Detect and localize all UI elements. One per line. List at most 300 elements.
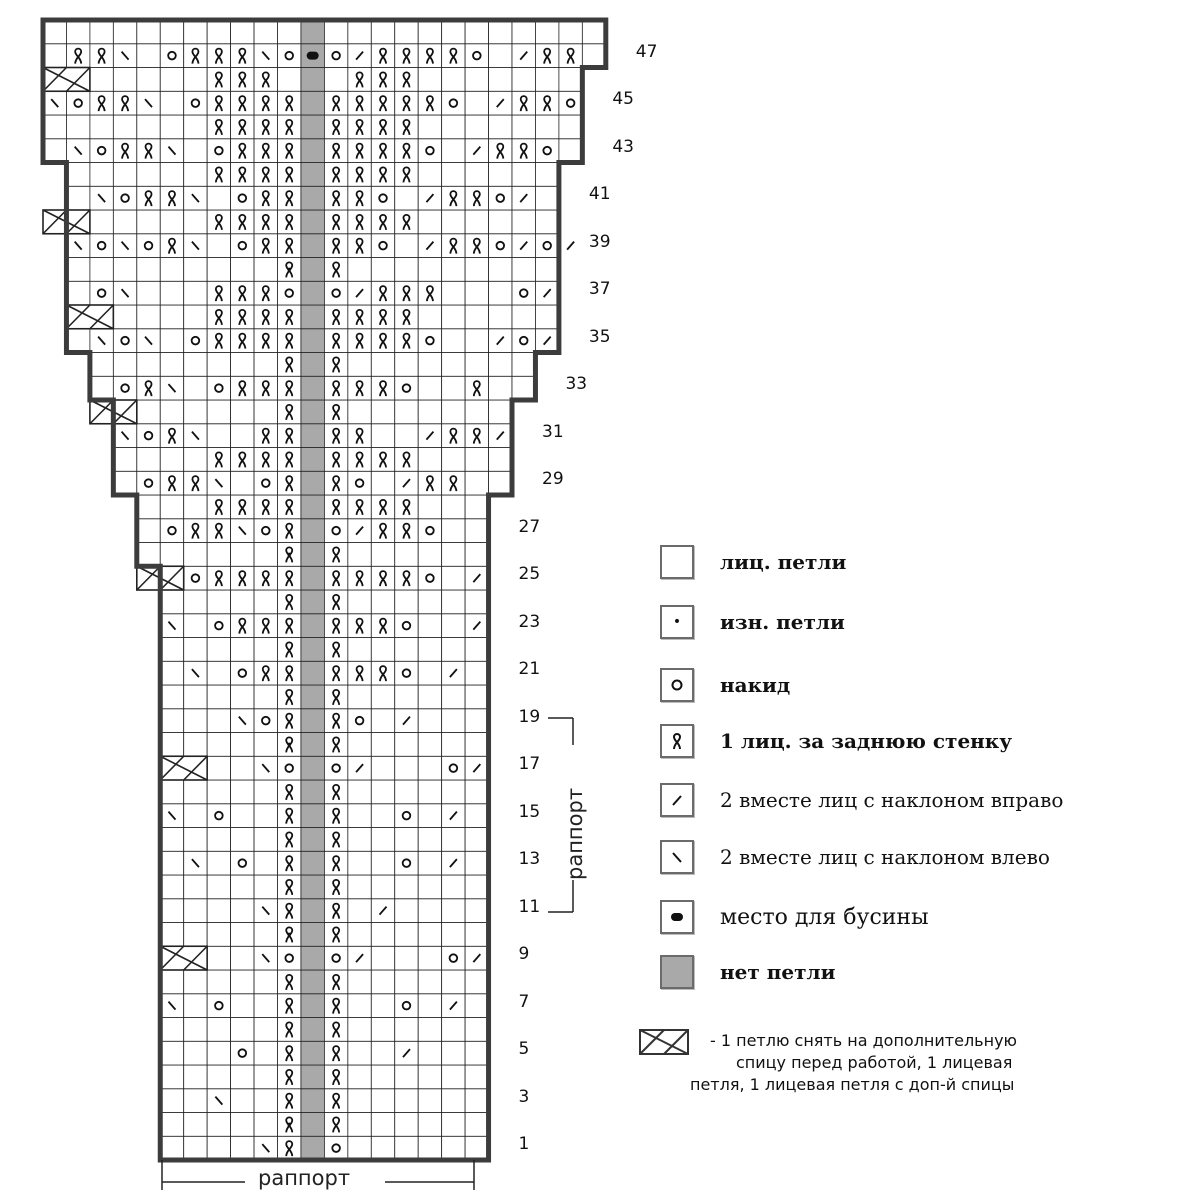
chart-cell — [442, 91, 465, 115]
chart-cell — [184, 376, 207, 400]
chart-cell — [184, 709, 207, 733]
chart-cell — [254, 1018, 277, 1042]
chart-cell — [231, 1136, 254, 1160]
chart-cell — [418, 163, 441, 187]
chart-cell — [137, 353, 160, 377]
row-number: 15 — [518, 801, 541, 822]
chart-cell — [418, 614, 441, 638]
chart-cell — [535, 68, 558, 92]
purl-mark — [287, 268, 291, 272]
chart-grid — [43, 20, 606, 1160]
chart-cell — [184, 543, 207, 567]
chart-cell — [160, 495, 183, 519]
chart-cell — [160, 638, 183, 662]
row-number: 23 — [518, 611, 541, 632]
chart-cell — [559, 20, 582, 44]
chart-cell — [113, 329, 136, 353]
chart-cell — [489, 376, 512, 400]
chart-cell — [184, 400, 207, 424]
chart-cell — [395, 923, 418, 947]
chart-cell — [184, 923, 207, 947]
chart-cell — [160, 91, 183, 115]
chart-cell — [535, 115, 558, 139]
chart-cell — [442, 923, 465, 947]
row-number: 9 — [518, 944, 530, 965]
chart-cell — [90, 281, 113, 305]
legend-item-yarn-over — [660, 668, 790, 702]
chart-cell — [535, 305, 558, 329]
chart-cell — [207, 661, 230, 685]
chart-cell — [254, 590, 277, 614]
chart-cell — [160, 923, 183, 947]
chart-cell — [465, 68, 488, 92]
chart-cell — [66, 329, 89, 353]
chart-cell — [301, 733, 324, 757]
chart-cell — [66, 186, 89, 210]
chart-cell — [207, 709, 230, 733]
chart-cell — [371, 1018, 394, 1042]
row-number: 25 — [518, 564, 541, 585]
chart-cell — [231, 851, 254, 875]
chart-cell — [465, 780, 488, 804]
chart-cell — [137, 234, 160, 258]
chart-cell — [465, 709, 488, 733]
row-number: 27 — [518, 516, 541, 537]
chart-cell — [442, 376, 465, 400]
chart-cell — [301, 994, 324, 1018]
chart-cell — [184, 210, 207, 234]
chart-cell — [371, 923, 394, 947]
chart-cell — [348, 970, 371, 994]
chart-cell — [418, 1018, 441, 1042]
chart-cell — [301, 780, 324, 804]
chart-cell — [184, 994, 207, 1018]
chart-cell — [418, 353, 441, 377]
chart-cell — [160, 115, 183, 139]
chart-cell — [348, 709, 371, 733]
chart-cell — [371, 1065, 394, 1089]
chart-cell — [254, 519, 277, 543]
chart-cell — [395, 994, 418, 1018]
chart-cell — [465, 875, 488, 899]
chart-cell — [207, 851, 230, 875]
chart-cell — [301, 471, 324, 495]
chart-cell — [207, 970, 230, 994]
chart-cell — [465, 1065, 488, 1089]
chart-cell — [207, 543, 230, 567]
chart-cell — [348, 851, 371, 875]
chart-cell — [207, 1065, 230, 1089]
chart-cell — [160, 305, 183, 329]
chart-cell — [301, 139, 324, 163]
chart-cell — [442, 1089, 465, 1113]
chart-cell — [348, 1041, 371, 1065]
row-number: 43 — [612, 136, 634, 157]
chart-cell — [160, 1089, 183, 1113]
chart-cell — [301, 424, 324, 448]
chart-cell — [418, 970, 441, 994]
chart-cell — [231, 780, 254, 804]
chart-cell — [137, 305, 160, 329]
chart-cell — [301, 258, 324, 282]
chart-cell — [207, 139, 230, 163]
chart-cell — [442, 163, 465, 187]
chart-cell — [301, 305, 324, 329]
chart-cell — [348, 923, 371, 947]
chart-cell — [160, 1113, 183, 1137]
row-number: 41 — [588, 184, 611, 205]
chart-cell — [113, 305, 136, 329]
chart-cell — [348, 1065, 371, 1089]
chart-cell — [535, 258, 558, 282]
chart-cell — [442, 68, 465, 92]
knit-icon — [660, 545, 694, 579]
chart-cell — [231, 733, 254, 757]
chart-cell — [254, 1113, 277, 1137]
chart-cell — [90, 353, 113, 377]
k2tog-right-mark — [567, 242, 574, 250]
chart-cell — [301, 495, 324, 519]
chart-cell — [442, 780, 465, 804]
chart-cell — [535, 20, 558, 44]
chart-cell — [512, 305, 535, 329]
chart-cell — [301, 590, 324, 614]
chart-cell — [418, 590, 441, 614]
chart-cell — [278, 756, 301, 780]
chart-cell — [395, 543, 418, 567]
chart-cell — [254, 709, 277, 733]
chart-cell — [418, 685, 441, 709]
chart-cell — [301, 329, 324, 353]
row-number: 7 — [518, 991, 530, 1012]
chart-cell — [371, 756, 394, 780]
chart-cell — [465, 1089, 488, 1113]
chart-cell — [301, 899, 324, 923]
chart-cell — [90, 163, 113, 187]
chart-cell — [395, 875, 418, 899]
chart-cell — [207, 424, 230, 448]
legend-label: лиц. петли — [720, 550, 847, 574]
purl-mark — [287, 743, 291, 747]
chart-cell — [465, 1041, 488, 1065]
chart-cell — [465, 590, 488, 614]
chart-cell — [90, 115, 113, 139]
chart-cell — [184, 970, 207, 994]
chart-cell — [160, 281, 183, 305]
chart-cell — [442, 875, 465, 899]
chart-cell — [207, 804, 230, 828]
chart-cell — [348, 353, 371, 377]
chart-cell — [254, 828, 277, 852]
purl-mark — [287, 933, 291, 937]
chart-cell — [395, 780, 418, 804]
chart-cell — [301, 970, 324, 994]
chart-cell — [231, 258, 254, 282]
chart-cell — [395, 234, 418, 258]
chart-cell — [465, 1018, 488, 1042]
chart-cell — [278, 946, 301, 970]
k2tog-right-icon — [660, 783, 694, 817]
chart-cell — [324, 1136, 347, 1160]
chart-cell — [489, 353, 512, 377]
chart-cell — [418, 139, 441, 163]
chart-cell — [465, 851, 488, 875]
chart-cell — [254, 638, 277, 662]
chart-cell — [207, 828, 230, 852]
chart-cell — [113, 186, 136, 210]
chart-cell — [66, 258, 89, 282]
chart-cell — [184, 68, 207, 92]
chart-cell — [301, 210, 324, 234]
chart-cell — [465, 804, 488, 828]
row-number: 31 — [542, 421, 564, 442]
chart-cell — [207, 376, 230, 400]
chart-cell — [348, 20, 371, 44]
chart-cell — [442, 756, 465, 780]
chart-cell — [465, 20, 488, 44]
chart-cell — [395, 733, 418, 757]
chart-cell — [465, 353, 488, 377]
chart-cell — [348, 258, 371, 282]
chart-cell — [207, 1136, 230, 1160]
chart-cell — [489, 210, 512, 234]
chart-cell — [184, 1018, 207, 1042]
chart-cell — [465, 923, 488, 947]
legend-label: 1 лиц. за заднюю стенку — [720, 729, 1013, 753]
chart-cell — [465, 400, 488, 424]
chart-cell — [465, 1113, 488, 1137]
yarn-over-icon — [660, 668, 694, 702]
chart-cell — [465, 305, 488, 329]
chart-cell — [90, 234, 113, 258]
chart-cell — [512, 281, 535, 305]
chart-cell — [418, 828, 441, 852]
chart-cell — [582, 20, 605, 44]
chart-cell — [137, 471, 160, 495]
chart-cell — [160, 448, 183, 472]
chart-cell — [66, 91, 89, 115]
legend-label: место для бусины — [720, 904, 929, 930]
chart-cell — [559, 68, 582, 92]
legend-item-k2tog-left — [660, 840, 1050, 874]
chart-cell — [231, 804, 254, 828]
legend-item-k2tog-right — [660, 783, 1063, 817]
chart-cell — [442, 733, 465, 757]
chart-cell — [465, 210, 488, 234]
chart-cell — [43, 20, 66, 44]
chart-cell — [184, 1041, 207, 1065]
chart-cell — [137, 20, 160, 44]
chart-cell — [207, 1041, 230, 1065]
chart-cell — [231, 1113, 254, 1137]
legend-item-no-stitch — [660, 955, 835, 989]
chart-cell — [231, 685, 254, 709]
chart-cell — [301, 115, 324, 139]
chart-cell — [465, 91, 488, 115]
chart-cell — [418, 543, 441, 567]
chart-cell — [231, 756, 254, 780]
chart-cell — [371, 780, 394, 804]
chart-cell — [207, 899, 230, 923]
chart-cell — [207, 875, 230, 899]
chart-cell — [90, 376, 113, 400]
chart-cell — [418, 1041, 441, 1065]
repeat-label-side: раппорт — [563, 787, 587, 880]
chart-cell — [231, 1041, 254, 1065]
chart-cell — [137, 68, 160, 92]
chart-cell — [418, 923, 441, 947]
chart-cell — [418, 115, 441, 139]
chart-cell — [465, 970, 488, 994]
chart-cell — [371, 1136, 394, 1160]
chart-cell — [160, 20, 183, 44]
chart-cell — [418, 305, 441, 329]
chart-cell — [184, 1089, 207, 1113]
chart-cell — [184, 448, 207, 472]
chart-cell — [207, 353, 230, 377]
chart-cell — [113, 471, 136, 495]
chart-cell — [160, 543, 183, 567]
chart-cell — [465, 329, 488, 353]
chart-cell — [231, 1089, 254, 1113]
chart-cell — [160, 1018, 183, 1042]
chart-cell — [160, 661, 183, 685]
chart-cell — [395, 614, 418, 638]
chart-cell — [559, 115, 582, 139]
chart-cell — [442, 590, 465, 614]
chart-cell — [301, 1136, 324, 1160]
chart-cell — [442, 1065, 465, 1089]
chart-cell — [442, 828, 465, 852]
chart-cell — [254, 1041, 277, 1065]
chart-cell — [418, 1089, 441, 1113]
legend-item-bead — [660, 900, 929, 934]
chart-cell — [442, 638, 465, 662]
chart-cell — [207, 614, 230, 638]
chart-cell — [160, 685, 183, 709]
chart-cell — [66, 281, 89, 305]
chart-cell — [348, 400, 371, 424]
chart-cell — [395, 590, 418, 614]
chart-cell — [184, 875, 207, 899]
chart-cell — [465, 828, 488, 852]
chart-cell — [137, 210, 160, 234]
chart-cell — [442, 614, 465, 638]
cable-description-line: петля, 1 лицевая петля с доп-й спицы — [690, 1075, 1015, 1094]
chart-cell — [489, 163, 512, 187]
chart-cell — [442, 1018, 465, 1042]
chart-cell — [160, 780, 183, 804]
chart-cell — [442, 258, 465, 282]
chart-cell — [231, 543, 254, 567]
cable-mark — [160, 946, 207, 970]
chart-cell — [442, 685, 465, 709]
chart-cell — [371, 590, 394, 614]
chart-cell — [160, 1065, 183, 1089]
chart-cell — [418, 804, 441, 828]
chart-cell — [512, 210, 535, 234]
chart-cell — [418, 20, 441, 44]
chart-cell — [254, 923, 277, 947]
chart-cell — [489, 471, 512, 495]
chart-cell — [442, 970, 465, 994]
chart-cell — [231, 994, 254, 1018]
chart-cell — [231, 186, 254, 210]
legend-item-twisted — [660, 724, 1012, 758]
chart-cell — [418, 851, 441, 875]
chart-cell — [371, 685, 394, 709]
chart-cell — [489, 305, 512, 329]
chart-cell — [442, 566, 465, 590]
legend-label: изн. петли — [720, 610, 845, 634]
chart-cell — [371, 733, 394, 757]
legend-label: нет петли — [720, 960, 836, 984]
chart-cell — [137, 424, 160, 448]
chart-cell — [301, 543, 324, 567]
chart-cell — [535, 163, 558, 187]
chart-cell — [512, 376, 535, 400]
chart-cell — [442, 115, 465, 139]
chart-cell — [301, 163, 324, 187]
chart-cell — [137, 519, 160, 543]
chart-cell — [184, 163, 207, 187]
chart-cell — [184, 258, 207, 282]
row-number: 1 — [518, 1134, 530, 1155]
chart-cell — [418, 899, 441, 923]
chart-cell — [207, 590, 230, 614]
chart-cell — [254, 780, 277, 804]
chart-cell — [442, 210, 465, 234]
chart-cell — [137, 115, 160, 139]
chart-cell — [348, 590, 371, 614]
chart-cell — [160, 970, 183, 994]
legend-label: 2 вместе лиц с наклоном вправо — [720, 788, 1064, 812]
chart-cell — [137, 258, 160, 282]
chart-cell — [512, 329, 535, 353]
chart-cell — [184, 353, 207, 377]
purl-mark — [287, 1123, 291, 1127]
chart-cell — [465, 448, 488, 472]
chart-cell — [254, 875, 277, 899]
chart-cell — [278, 44, 301, 68]
chart-cell — [512, 115, 535, 139]
chart-cell — [535, 234, 558, 258]
chart-cell — [395, 353, 418, 377]
chart-cell — [90, 20, 113, 44]
chart-cell — [207, 733, 230, 757]
chart-cell — [231, 20, 254, 44]
chart-cell — [90, 210, 113, 234]
chart-cell — [184, 638, 207, 662]
chart-cell — [254, 851, 277, 875]
chart-cell — [395, 424, 418, 448]
chart-cell — [231, 590, 254, 614]
chart-cell — [465, 281, 488, 305]
row-number: 11 — [518, 896, 541, 917]
chart-cell — [418, 875, 441, 899]
chart-cell — [418, 780, 441, 804]
chart-cell — [301, 804, 324, 828]
chart-cell — [301, 685, 324, 709]
chart-cell — [348, 994, 371, 1018]
chart-cell — [231, 661, 254, 685]
chart-cell — [231, 400, 254, 424]
chart-cell — [254, 1065, 277, 1089]
chart-cell — [301, 661, 324, 685]
bead-mark — [307, 52, 319, 60]
chart-cell — [418, 756, 441, 780]
chart-cell — [301, 851, 324, 875]
